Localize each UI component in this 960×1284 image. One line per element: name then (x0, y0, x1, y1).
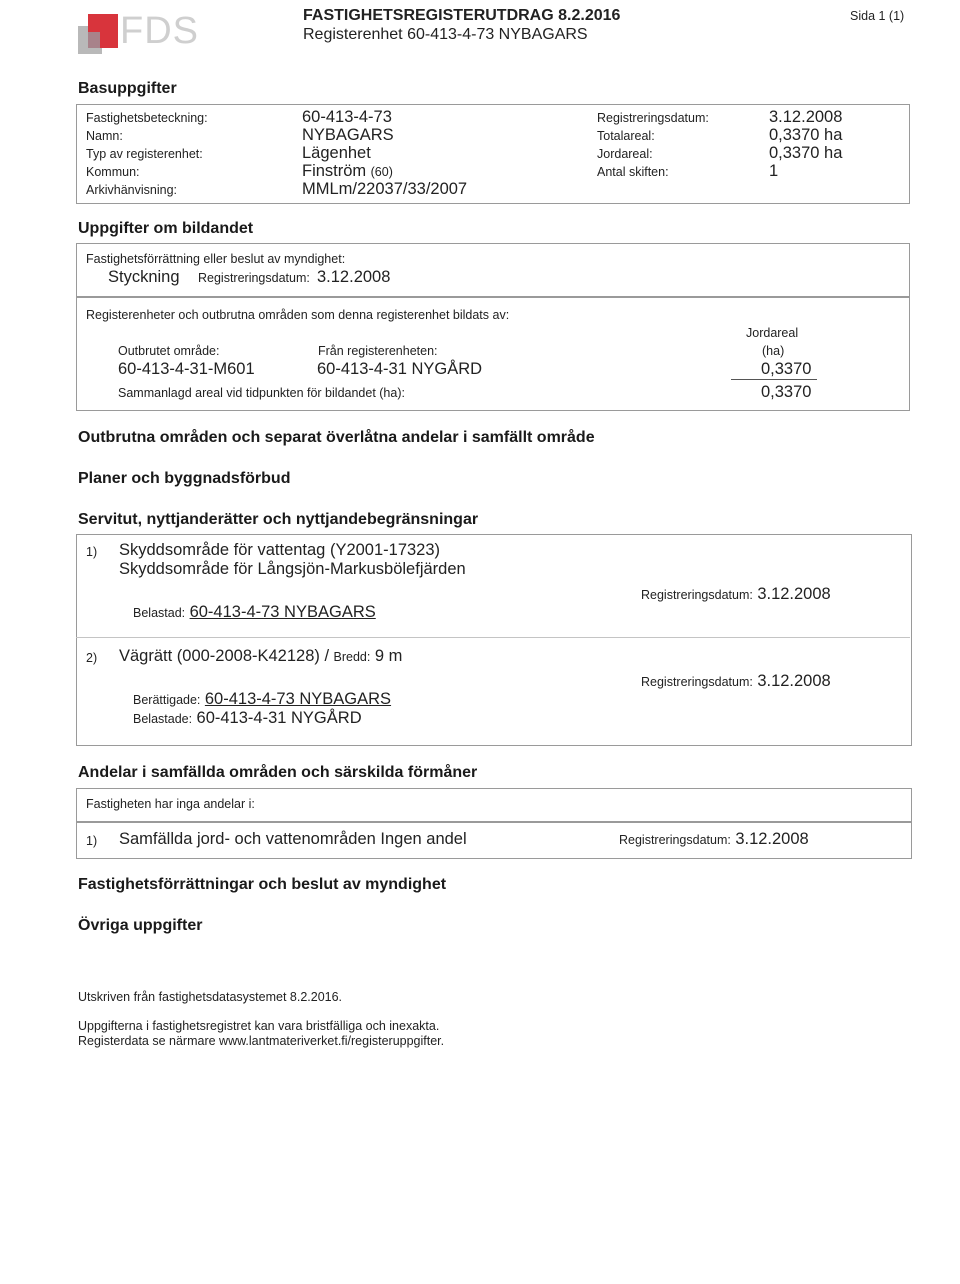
servitut-item-1-reg (641, 585, 831, 604)
berattigade-label: Berättigade: (133, 693, 201, 707)
servitut-divider (76, 637, 910, 638)
logo (78, 8, 198, 56)
footer-disclaimer: Uppgifterna i fastighetsregistret kan vara bristfälliga och inexakta. (78, 1019, 440, 1033)
reg-label: Registreringsdatum: (641, 588, 753, 602)
page-number: Sida 1 (1) (850, 9, 905, 23)
servitut-item-2-line1 (119, 647, 402, 666)
servitut-item-2-number: 2) (86, 651, 98, 665)
value-namn: NYBAGARS (302, 126, 394, 144)
belastade-label: Belastade: (133, 712, 193, 726)
logo-text: FDS (120, 10, 199, 52)
label-jordareal: Jordareal: (597, 147, 653, 161)
label-kommun: Kommun: (86, 165, 140, 179)
value-forrattning: Styckning (108, 268, 180, 286)
vagratt-text: Vägrätt (000-2008-K42128) / (119, 647, 330, 665)
andelar-item-number: 1) (86, 834, 98, 848)
bredd-value: 9 m (374, 647, 403, 665)
reg-value: 3.12.2008 (757, 585, 831, 603)
footer-link: Registerdata se närmare www.lantmateriverket.fi/registeruppgifter. (78, 1034, 445, 1048)
section-heading-andelar: Andelar i samfällda områden och särskilda förmåner (78, 764, 478, 781)
servitut-item-1-line2: Skyddsområde för Långsjön-Markusbölefjärden (119, 560, 466, 578)
reg-label: Registreringsdatum: (641, 675, 753, 689)
value-bildandet-regdatum: 3.12.2008 (317, 268, 391, 286)
row-fran: 60-413-4-31 NYGÅRD (317, 360, 483, 378)
section-heading-bildandet: Uppgifter om bildandet (78, 220, 254, 237)
sum-label: Sammanlagd areal vid tidpunkten för bildandet (ha): (118, 386, 405, 400)
bredd-label: Bredd: (333, 650, 371, 664)
reg-value: 3.12.2008 (735, 830, 809, 848)
section-heading-forrattningar: Fastighetsförrättningar och beslut av myndighet (78, 876, 447, 893)
section-heading-basuppgifter: Basuppgifter (78, 80, 177, 97)
section-heading-servitut: Servitut, nyttjanderätter och nyttjandebegränsningar (78, 511, 479, 528)
label-antal-skiften: Antal skiften: (597, 165, 669, 179)
belastad-label: Belastad: (133, 606, 186, 620)
section-heading-outbrutna: Outbrutna områden och separat överlåtna andelar i samfällt område (78, 429, 595, 446)
reg-value: 3.12.2008 (757, 672, 831, 690)
label-registreringsdatum: Registreringsdatum: (597, 111, 709, 125)
label-namn: Namn: (86, 129, 123, 143)
sum-value: 0,3370 (761, 383, 812, 401)
value-registreringsdatum: 3.12.2008 (769, 108, 843, 126)
belastad-value: 60-413-4-73 NYBAGARS (189, 603, 376, 621)
value-arkiv: MMLm/22037/33/2007 (302, 180, 468, 198)
value-typ: Lägenhet (302, 144, 371, 162)
servitut-item-2-reg (641, 672, 831, 691)
value-totalareal: 0,3370 ha (769, 126, 843, 144)
section-heading-planer: Planer och byggnadsförbud (78, 470, 291, 487)
label-fastighetsbeteckning: Fastighetsbeteckning: (86, 111, 208, 125)
document-title: FASTIGHETSREGISTERUTDRAG 8.2.2016 (303, 7, 621, 24)
value-fastighetsbeteckning: 60-413-4-73 (302, 108, 392, 126)
value-kommun (302, 162, 393, 181)
reg-label: Registreringsdatum: (619, 833, 731, 847)
col-header-ha: (ha) (762, 344, 785, 358)
value-kommun-name: Finström (302, 162, 367, 180)
value-antal-skiften: 1 (769, 162, 779, 180)
col-header-outbrutet: Outbrutet område: (118, 344, 220, 358)
col-header-fran: Från registerenheten: (318, 344, 438, 358)
label-typ: Typ av registerenhet: (86, 147, 203, 161)
label-arkiv: Arkivhänvisning: (86, 183, 178, 197)
servitut-item-2-berattigade (133, 690, 391, 709)
value-jordareal: 0,3370 ha (769, 144, 843, 162)
value-kommun-code: (60) (370, 165, 393, 179)
section-heading-ovriga: Övriga uppgifter (78, 917, 203, 934)
belastade-value: 60-413-4-31 NYGÅRD (196, 709, 362, 727)
label-totalareal: Totalareal: (597, 129, 655, 143)
sum-divider (731, 379, 817, 380)
berattigade-value: 60-413-4-73 NYBAGARS (204, 690, 392, 708)
servitut-item-1-belastad (133, 603, 376, 622)
label-forrattning: Fastighetsförrättning eller beslut av myndighet: (86, 252, 346, 266)
row-areal: 0,3370 (761, 360, 812, 378)
bildandet-intro: Registerenheter och outbrutna områden som denna registerenhet bildats av: (86, 308, 510, 322)
servitut-item-1-number: 1) (86, 545, 98, 559)
footer-printed: Utskriven från fastighetsdatasystemet 8.2.2016. (78, 990, 343, 1004)
andelar-item-text: Samfällda jord- och vattenområden Ingen andel (119, 830, 467, 848)
label-bildandet-regdatum: Registreringsdatum: (198, 271, 310, 285)
row-omrade: 60-413-4-31-M601 (118, 360, 255, 378)
servitut-item-2-belastade (133, 709, 362, 728)
col-header-jordareal: Jordareal (746, 326, 799, 340)
servitut-item-1-line1: Skyddsområde för vattentag (Y2001-17323) (119, 541, 441, 559)
document-subtitle: Registerenhet 60-413-4-73 NYBAGARS (303, 26, 588, 43)
andelar-intro: Fastigheten har inga andelar i: (86, 797, 255, 811)
andelar-item-reg (619, 830, 809, 849)
